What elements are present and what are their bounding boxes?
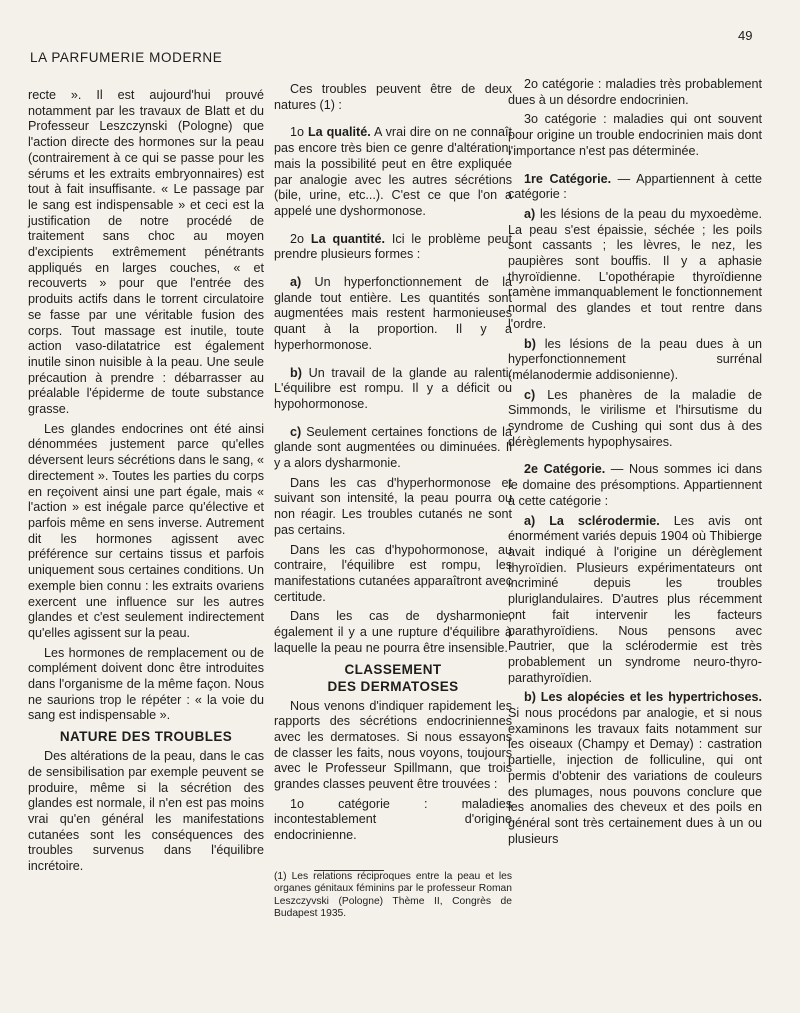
paragraph-cat2 [508, 462, 762, 509]
paragraph: Dans les cas de dysharmonie, également il y a une rupture d'équilibre à laquelle la peau ne pourra être insensible. [274, 609, 512, 655]
item-text: Seulement certaines fonctions de la glande sont augmentées ou diminuées. Il y a alors dysharmonie. [274, 424, 512, 471]
page-number: 49 [738, 28, 753, 43]
column-2 [274, 82, 512, 924]
item-number: 1o [290, 125, 305, 140]
item-label: b) [524, 336, 536, 351]
paragraph-cat1 [508, 172, 762, 203]
paragraph: Les hormones de remplacement ou de complément doivent donc être introduites dans l'organisme de la même façon. Nous ne saurions trop le répéter : « la voie du sang est indispensable ». [28, 645, 264, 723]
list-item-b [508, 337, 762, 384]
paragraph: Dans les cas d'hypohormonose, au contraire, l'équilibre est rompu, les manifestations cutanées apparaîtront avec certitude. [274, 542, 512, 604]
paragraph: 2o catégorie : maladies très probablement dues à un désordre endocrinien. [508, 77, 762, 107]
item-label: c) [524, 387, 536, 402]
category-text: — Appartiennent à cette catégorie : [508, 171, 763, 202]
item-text: Si nous procédons par analogie, et si nous examinons les travaux faits notamment sur les oiseaux (Champy et Demay) : castration partielle, injection de folliculine, qui ont permis d'obtenir des variations de couleurs des plumages, nous pouvons conclure que les anomalies des cheveux et des poils en général sont très certainement dues à un ou plusieurs [508, 706, 762, 846]
paragraph: 3o catégorie : maladies qui ont souvent pour origine un trouble endocrinien mais dont l'importance n'est pas déterminée. [508, 112, 762, 158]
item-text: les lésions de la peau du myxoedème. La peau s'est épaissie, séchée ; les poils sont cassants ; les lèvres, le nez, les paupières sont bouffis. Il y a aphasie thyroïdienne. L'opothérapie thyroïdienne ramène immanquablement le fonctionnement normal des glandes et tout rentre dans l'ordre. [508, 206, 762, 331]
list-item-c [274, 425, 512, 472]
list-item-b [274, 366, 512, 413]
item-title: La quantité. [310, 231, 385, 246]
item-number: 2o [290, 231, 305, 246]
paragraph: 1o catégorie : maladies incontestablement d'origine endocrinienne. [274, 796, 512, 843]
paragraph: Les glandes endocrines ont été ainsi dénommées justement parce qu'elles déversent leurs sécrétions dans le sang, « directement ». Toutes les parties du corps en reçoivent ainsi une part égale, mais « l'action » est inégale parce qu'élective et parfois même en sens inverse. Autrement dit les hormones agissent avec préférence sur certains tissus et parfois uniquement sous certaines conditions. Un exemple bien connu : les extraits ovariens exercent une influence sur les autres glandes et c'est seulement indirectement qu'elles agissent sur la peau. [28, 421, 264, 640]
item-label: c) [290, 424, 302, 439]
running-title: LA PARFUMERIE MODERNE [30, 50, 223, 65]
item-text: A vrai dire on ne connaît pas encore très bien ce genre d'altération, mais la possibilité peut en être expliquée par analogie avec les autres sécrétions (bile, urine, etc...). C'est ce que l'on a appelé une dyshormonose. [274, 125, 513, 218]
section-heading [274, 661, 512, 695]
category-title: 2e Catégorie. [524, 462, 606, 477]
item-text: Un travail de la glande au ralenti. L'équilibre est rompu. Il y a déficit ou hypohormonose. [274, 365, 512, 411]
item-text: Un hyperfonctionnement de la glande tout entière. Les quantités sont augmentées mais restent harmonieuses quant à la proportion. Il y a hyperhormonose. [274, 275, 512, 352]
item-text: Les avis ont énormément variés depuis 1904 où Thibierge avait indiqué à l'origine un dérèglement thyroïdien. Plusieurs expérimentateurs ont incriminé depuis les troubles pluriglandulaires. D'autres plus récemment ont fait intervenir les facteurs parathyroïdiens. Nous pensons avec Pautrier, que la sclérodermie est très probablement un syndrome neuro-thyro-parathyroïdien. [508, 513, 762, 685]
paragraph-alopecies [508, 690, 762, 847]
paragraph: Dans les cas d'hyperhormonose et suivant son intensité, la peau pourra ou non réagir. Les troubles cutanés ne sont pas certains. [274, 475, 512, 537]
heading-line: CLASSEMENT [344, 661, 442, 677]
item-title: b) Les alopécies et les hypertrichoses. [524, 690, 762, 705]
paragraph: Nous venons d'indiquer rapidement les rapports des sécrétions endocriniennes avec les dermatoses. Si nous essayons de classer les faits, nous voyons, toujours avec le Professeur Spillmann, que trois grandes classes peuvent être trouvées : [274, 698, 512, 792]
list-item-a [274, 275, 512, 354]
item-title: a) La sclérodermie. [524, 513, 660, 528]
item-text: les lésions de la peau dues à un hyperfonctionnement surrénal (mélanodermie addisonienne). [508, 336, 762, 382]
category-title: 1re Catégorie. [524, 171, 612, 186]
item-text: Les phanères de la maladie de Simmonds, le virilisme et l'hirsutisme du syndrome de Cushing qui sont dus à des dérèglements hypophysaires. [508, 387, 762, 449]
paragraph-qualite [274, 125, 512, 219]
paragraph: Des altérations de la peau, dans le cas de sensibilisation par exemple peuvent se produire, même si la sécrétion des glandes est normale, il n'en est pas moins vrai qu'en général les manifestations cutanées sont les conséquences des troubles survenus dans l'équilibre incrétoire. [28, 749, 264, 874]
list-item-a [508, 207, 762, 333]
item-label: b) [290, 365, 302, 380]
paragraph: recte ». Il est aujourd'hui prouvé notamment par les travaux de Blatt et du Professeur Leszczynski (Pologne) que l'action directe des hormones sur la peau (contrairement à ce qui se passe pour les sérums et les extraits embryonnaires) est tout à fait insuffisante. « Le passage par le sang est indispensable » et ceci est la justification de notre procédé de traitement sans choc au moyen d'excipients extrêmement pénétrants appliqués en larges couches, « et recouverts » pour que l'entrée des produits actifs dans le torrent circulatoire se fasse par une véritable fusion des corps. Tout massage est inutile, toute action vaso-dilatatrice est également inutile sinon nuisible à la peau. Une seule précaution à prendre : débarrasser au préalable l'épiderme de toute substance grasse. [28, 88, 264, 417]
category-text: — Nous sommes ici dans le domaine des présomptions. Appartiennent à cette catégorie : [508, 462, 762, 508]
item-label: a) [524, 206, 536, 221]
column-1 [28, 88, 264, 879]
column-3 [508, 77, 762, 851]
heading-line: DES DERMATOSES [327, 678, 459, 694]
list-item-c [508, 388, 762, 451]
item-title: La qualité. [307, 125, 371, 140]
footnote: (1) Les relations réciproques entre la peau et les organes génitaux féminins par le professeur Roman Leszczyvski (Pologne) Thème II, Congrès de Budapest 1935. [274, 870, 512, 920]
item-text: Ici le problème peut prendre plusieurs formes : [274, 231, 513, 262]
paragraph-quantite [274, 232, 512, 263]
item-label: a) [290, 275, 302, 290]
paragraph: Ces troubles peuvent être de deux natures (1) : [274, 82, 512, 112]
section-heading: NATURE DES TROUBLES [59, 729, 233, 745]
paragraph-sclerodermie [508, 514, 762, 687]
